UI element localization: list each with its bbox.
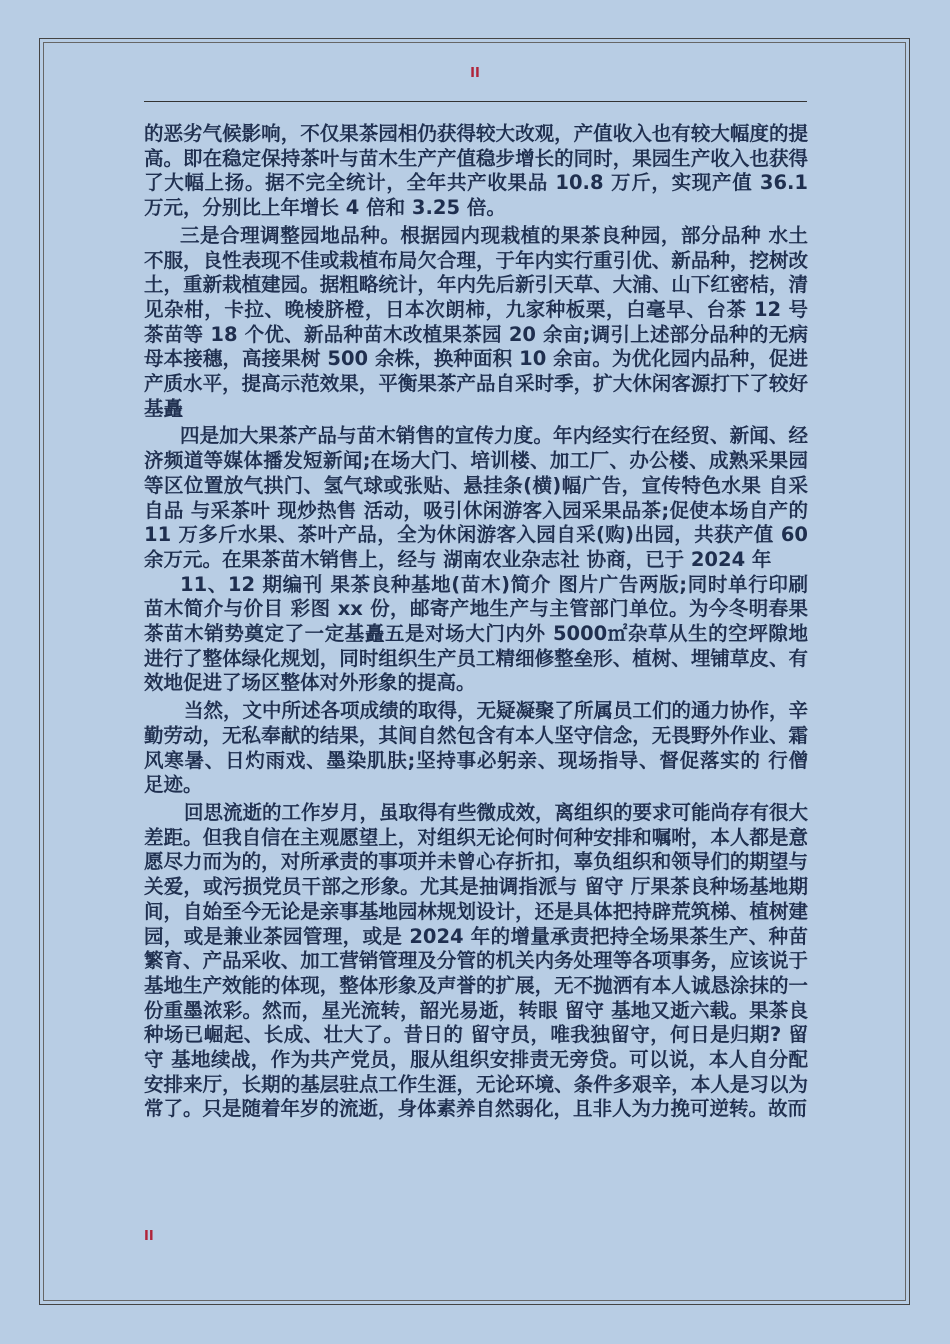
document-body bbox=[144, 122, 808, 1122]
paragraph-2: 三是合理调整园地品种。根据园内现栽植的果茶良种园，部分品种 水土不服，良性表现不佳或栽植布局欠合理，于年内实行重引优、新品种，挖树改土，重新栽植建园。据粗略统计，年内先后新引天草、大浦、山下红密桔，清见杂柑，卡拉、晚棱脐橙，日本次朗柿，九家种板栗，白毫早、台茶 12 号茶苗等 18 个优、新品种苗木改植果茶园 20 余亩;调引上述部分品种的无病母本接穗，高接果树 500 余株，换种面积 10 余亩。为优化园内品种，促进产质水平，提高示范效果，平衡果茶产品自采时季，扩大休闲客源打下了较好基矗 bbox=[144, 223, 808, 420]
paragraph-1: 的恶劣气候影响，不仅果茶园相仍获得较大改观，产值收入也有较大幅度的提高。即在稳定保持茶叶与苗木生产产值稳步增长的同时，果园生产收入也获得了大幅上扬。据不完全统计，全年共产收果品 10.8 万斤，实现产值 36.1 万元，分别比上年增长 4 倍和 3.25 倍。 bbox=[144, 122, 808, 220]
paragraph-6: 回思流逝的工作岁月，虽取得有些微成效，离组织的要求可能尚存有很大差距。但我自信在主观愿望上，对组织无论何时何种安排和嘱咐，本人都是意愿尽力而为的，对所承责的事项并未曾心存折扣，辜负组织和领导们的期望与关爱，或污损党员干部之形象。尤其是抽调指派与 留守 厅果茶良种场基地期间，自始至今无论是亲事基地园林规划设计，还是具体把持辟荒筑梯、植树建园，或是兼业茶园管理，或是 2024 年的增量承责把持全场果茶生产、种苗繁育、产品采收、加工营销管理及分管的机关内务处理等各项事务，应该说于基地生产效能的体现，整体形象及声誉的扩展，无不抛洒有本人诚恳涂抹的一份重墨浓彩。然而，星光流转，韶光易逝，转眼 留守 基地又逝六载。果茶良种场已崛起、长成、壮大了。昔日的 留守员，唯我独留守，何日是归期? 留守 基地续战，作为共产党员，服从组织安排责无旁贷。可以说，本人自分配安排来厅，长期的基层驻点工作生涯，无论环境、条件多艰辛，本人是习以为常了。只是随着年岁的流逝，身体素养自然弱化，且非人为力挽可逆转。故而 bbox=[144, 800, 809, 1121]
header-page-mark: II bbox=[470, 66, 480, 81]
header-divider bbox=[144, 101, 807, 102]
paragraph-4: 11、12 期编刊 果茶良种基地(苗木)简介 图片广告两版;同时单行印刷 苗木简介与价目 彩图 xx 份，邮寄产地生产与主管部门单位。为今冬明春果茶苗木销势奠定了一定基矗五是对场大门内外 5000㎡杂草从生的空坪隙地进行了整体绿化规划，同时组织生产员工精细修整垒形、植树、埋铺草皮、有效地促进了场区整体对外形象的提高。 bbox=[144, 572, 808, 695]
footer-page-mark: II bbox=[144, 1229, 154, 1244]
paragraph-5: 当然，文中所述各项成绩的取得，无疑凝聚了所属员工们的通力协作，辛勤劳动，无私奉献的结果，其间自然包含有本人坚守信念，无畏野外作业、霜风寒暑、日灼雨戏、墨染肌肤;坚持事必躬亲、现场指导、督促落实的 行僧 足迹。 bbox=[144, 699, 809, 797]
paragraph-3: 四是加大果茶产品与苗木销售的宣传力度。年内经实行在经贸、新闻、经济频道等媒体播发短新闻;在场大门、培训楼、加工厂、办公楼、成熟采果园等区位置放气拱门、氢气球或张贴、悬挂条(横)幅广告，宣传特色水果 自采自品 与采茶叶 现炒热售 活动，吸引休闲游客入园采果品茶;促使本场自产的 11 万多斤水果、茶叶产品，全为休闲游客入园自采(购)出园，共获产值 60 余万元。在果茶苗木销售上，经与 湖南农业杂志社 协商，已于 2024 年 bbox=[144, 424, 808, 571]
